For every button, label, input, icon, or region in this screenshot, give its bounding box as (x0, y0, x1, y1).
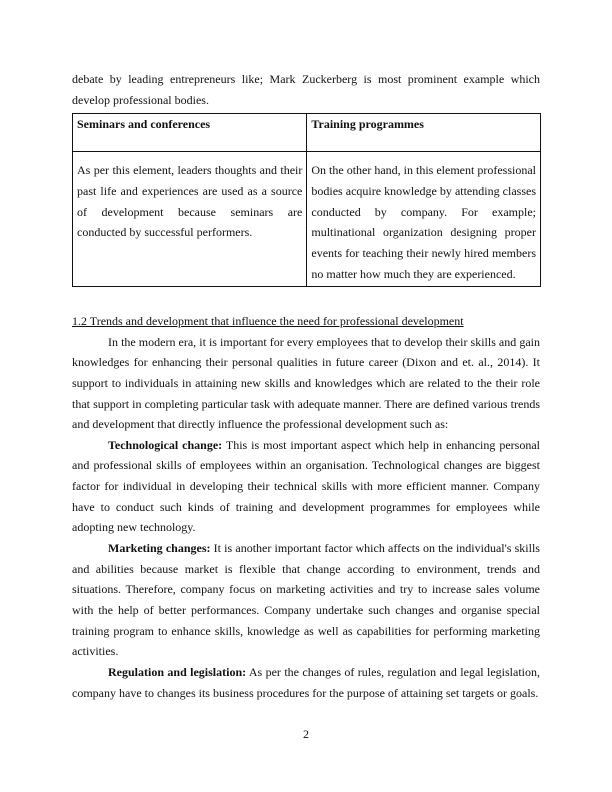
text-line: support to individuals in attaining new skills and knowledges which are related to the their role (72, 375, 540, 390)
text-line: activities. (72, 644, 119, 659)
table-row (73, 152, 541, 287)
section-body (72, 311, 540, 703)
text-line: debate by leading entrepreneurs like; Mark Zuckerberg is most prominent example which (72, 72, 540, 86)
text-line: factor for individual in developing their technical skills with more efficient manner. Company (72, 479, 540, 494)
text-line: training program to enhance skills, knowledge as well as capabilities for performing marketing (72, 623, 540, 638)
text-line: events for teaching their newly hired members (311, 246, 536, 261)
text-line: situations. Therefore, company focus on marketing activities and try to increase sales volume (72, 582, 540, 597)
paragraph (72, 332, 540, 435)
table-cell (307, 152, 541, 287)
text-line (72, 662, 540, 683)
text-span: This is most important aspect which help in enhancing personal (222, 437, 540, 452)
text-line: multinational organization designing proper (311, 225, 536, 240)
text-line: with the help of better performances. Company undertake such changes and organise special (72, 602, 540, 617)
text-line (72, 538, 540, 559)
text-span: It is another important factor which affects on the individual's skills (210, 541, 540, 556)
page-number: 2 (303, 727, 309, 741)
text-line: As per this element, leaders thoughts and their (77, 163, 303, 177)
intro-paragraph (72, 69, 540, 110)
text-line (72, 435, 540, 456)
text-line: of development because seminars are (77, 204, 303, 219)
text-line: conducted by successful performers. (77, 225, 253, 240)
text-line: knowledges for enhancing their personal qualities in future career (Dixon and et. al., 2014). It (72, 355, 540, 370)
table-header-cell: Training programmes (307, 114, 541, 152)
paragraph (72, 435, 540, 538)
text-line: past life and experiences are used as a source (77, 183, 303, 198)
text-line: that support in completing particular task with adequate manner. There are defined various trends (72, 396, 540, 411)
paragraph-lead: Marketing changes: (108, 541, 211, 556)
paragraph-lead: Technological change: (108, 437, 223, 452)
text-line: conducted by company. For example; (311, 204, 536, 219)
section-heading: 1.2 Trends and development that influence the need for professional development (72, 314, 464, 328)
text-line: no matter how much they are experienced. (311, 266, 516, 281)
paragraph (72, 538, 540, 662)
text-line: and abilities because market is flexible that change according to environment, trends and (72, 561, 540, 576)
paragraph (72, 662, 540, 703)
table-cell (73, 152, 307, 287)
text-line: On the other hand, in this element professional (311, 163, 536, 177)
text-line: have to conduct such kinds of training and development programmes for employees while (72, 499, 540, 514)
text-line: develop professional bodies. (72, 92, 209, 107)
text-line: company have to changes its business procedures for the purpose of attaining set targets or goals. (72, 685, 539, 700)
text-line: and development that directly influence the professional development such as: (72, 417, 449, 432)
table-header-row (73, 114, 541, 152)
text-span: As per the changes of rules, regulation and legal legislation, (246, 664, 540, 679)
text-line: adopting new technology. (72, 520, 196, 535)
text-line: and professional skills of employees within an organisation. Technological changes are biggest (72, 458, 540, 473)
comparison-table (72, 113, 541, 287)
paragraph-lead: Regulation and legislation: (108, 664, 247, 679)
text-line: In the modern era, it is important for every employees that to develop their skills and gain (108, 334, 540, 349)
table-header-cell: Seminars and conferences (73, 114, 307, 152)
text-line: bodies acquire knowledge by attending classes (311, 183, 536, 198)
